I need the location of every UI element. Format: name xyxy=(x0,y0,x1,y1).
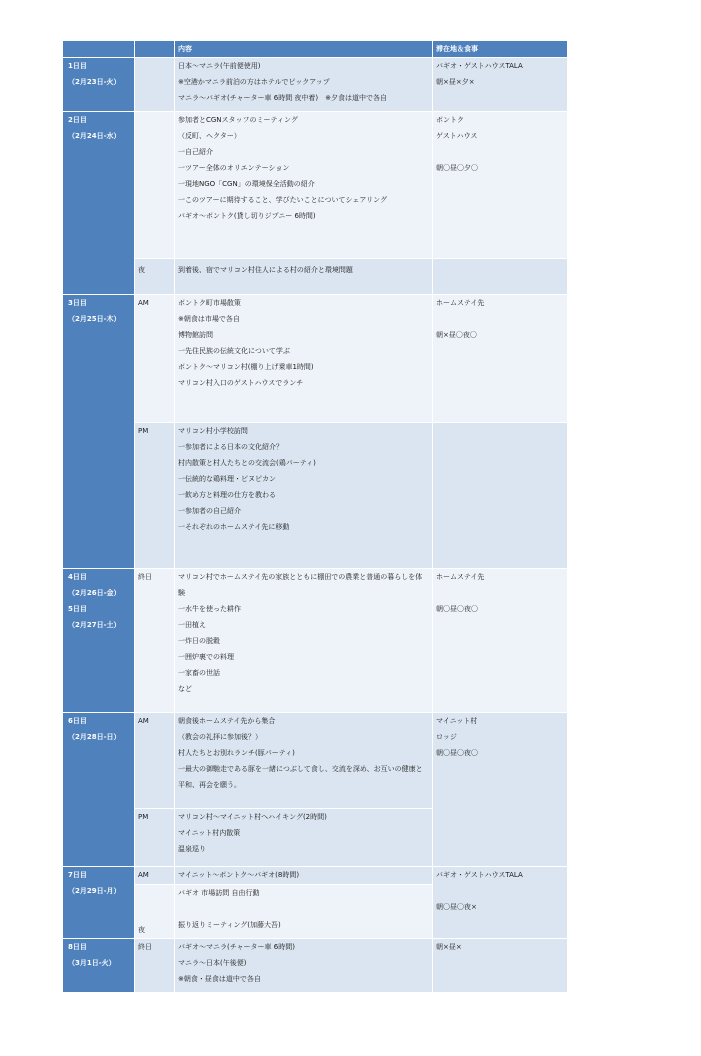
day-8-stay: 朝×昼× xyxy=(433,939,568,993)
day-3-stay: ホームステイ先 朝×昼〇夜〇 xyxy=(433,295,568,423)
day-7-label: 7日目 （2月29日-月） xyxy=(63,867,135,939)
day-6-pm-content: マリコン村～マイニット村へハイキング(2時間) マイニット村内散策 温泉巡り xyxy=(175,809,433,867)
day-8-time: 終日 xyxy=(135,939,175,993)
day-3-label: 3日目 （2月25日-木） xyxy=(63,295,135,569)
day-2-night-row xyxy=(63,259,568,295)
day-6-am-time: AM xyxy=(135,713,175,809)
day-7-am-time: AM xyxy=(135,867,175,885)
day-2-night-time: 夜 xyxy=(135,259,175,295)
day-8-label: 8日目 （3月1日-火） xyxy=(63,939,135,993)
itinerary-table xyxy=(62,40,568,993)
header-time xyxy=(135,41,175,58)
day-6-label: 6日目 （2月28日-日） xyxy=(63,713,135,867)
day-3-pm-stay xyxy=(433,423,568,569)
day-4-5-label: 4日目 （2月26日-金） 5日目 （2月27日-土） xyxy=(63,569,135,713)
header-content: 内容 xyxy=(175,41,433,58)
day-4-5-row xyxy=(63,569,568,713)
day-4-5-time: 終日 xyxy=(135,569,175,713)
day-8-row xyxy=(63,939,568,993)
day-3-am-time: AM xyxy=(135,295,175,423)
day-7-am-content: マイニット～ボントク～バギオ(8時間) xyxy=(175,867,433,885)
day-7-am-row xyxy=(63,867,568,885)
day-6-am-row xyxy=(63,713,568,809)
day-1-label: 1日目 （2月23日-火） xyxy=(63,58,135,112)
day-6-am-content: 朝食後ホームステイ先から集合 （教会の礼拝に参加後？） 村人たちとお別れランチ(豚パーティ) 一最大の御馳走である豚を一緒につぶして食し、交流を深め、お互いの健康と平和、再会を願う。 xyxy=(175,713,433,809)
header-day xyxy=(63,41,135,58)
day-2-row xyxy=(63,112,568,259)
day-3-am-row xyxy=(63,295,568,423)
day-4-5-stay: ホームステイ先 朝〇昼〇夜〇 xyxy=(433,569,568,713)
day-3-pm-row xyxy=(63,423,568,569)
day-2-night-content: 到着後、宿でマリコン村住人による村の紹介と環境問題 xyxy=(175,259,433,295)
day-6-pm-time: PM xyxy=(135,809,175,867)
header-row xyxy=(63,41,568,58)
day-2-label: 2日目 （2月24日-水） xyxy=(63,112,135,295)
day-1-row xyxy=(63,58,568,112)
day-8-content: バギオ～マニラ(チャーター車 6時間) マニラ～日本(午後便) ※朝食・昼食は道中で各自 xyxy=(175,939,433,993)
day-3-pm-content: マリコン村小学校訪問 一参加者による日本の文化紹介？ 村内散策と村人たちとの交流会(鶏パーティ) 一伝統的な鶏料理・ピヌピカン 一飲め方と料理の仕方を教わる 一参加者の自己紹介 一それぞれのホームステイ先に移動 xyxy=(175,423,433,569)
day-2-night-stay xyxy=(433,259,568,295)
day-2-content: 参加者とCGNスタッフのミーティング （反町、ヘクター） 一自己紹介 一ツアー全体のオリエンテーション 一現地NGO「CGN」の環境保全活動の紹介 一このツアーに期待すること、学びたいことについてシェアリング バギオ～ボントク(貸し切りジプニー 6時間) xyxy=(175,112,433,259)
day-7-stay: バギオ・ゲストハウスTALA 朝〇昼〇夜× xyxy=(433,867,568,939)
day-3-pm-time: PM xyxy=(135,423,175,569)
day-7-night-time: 夜 xyxy=(135,885,175,939)
day-2-time xyxy=(135,112,175,259)
day-6-stay: マイニット村 ロッジ 朝〇昼〇夜〇 xyxy=(433,713,568,867)
day-4-5-content: マリコン村でホームステイ先の家族とともに棚田での農業と普通の暮らしを体験 一水牛を使った耕作 一田植え 一炸日の脱穀 一囲炉裏での料理 一家畜の世話 など xyxy=(175,569,433,713)
day-1-time xyxy=(135,58,175,112)
day-1-stay: バギオ・ゲストハウスTALA 朝×昼×夕× xyxy=(433,58,568,112)
day-3-am-content: ボントク町市場散策 ※朝食は市場で各自 博物館訪問 一先住民族の伝統文化について学ぶ ボントク～マリコン村(棚り上げ乗車1時間) マリコン村入口のゲストハウスでランチ xyxy=(175,295,433,423)
day-7-night-content: バギオ 市場訪問 自由行動 振り返りミーティング(加藤大吾) xyxy=(175,885,433,939)
itinerary-sheet xyxy=(62,40,567,993)
day-2-stay: ボントク ゲストハウス 朝〇昼〇夕〇 xyxy=(433,112,568,259)
header-stay: 滞在地＆食事 xyxy=(433,41,568,58)
day-1-content: 日本～マニラ(午前便使用) ※空港かマニラ前泊の方はホテルでピックアップ マニラ～バギオ(チャーター車 6時間 夜中着) ※夕食は道中で各自 xyxy=(175,58,433,112)
